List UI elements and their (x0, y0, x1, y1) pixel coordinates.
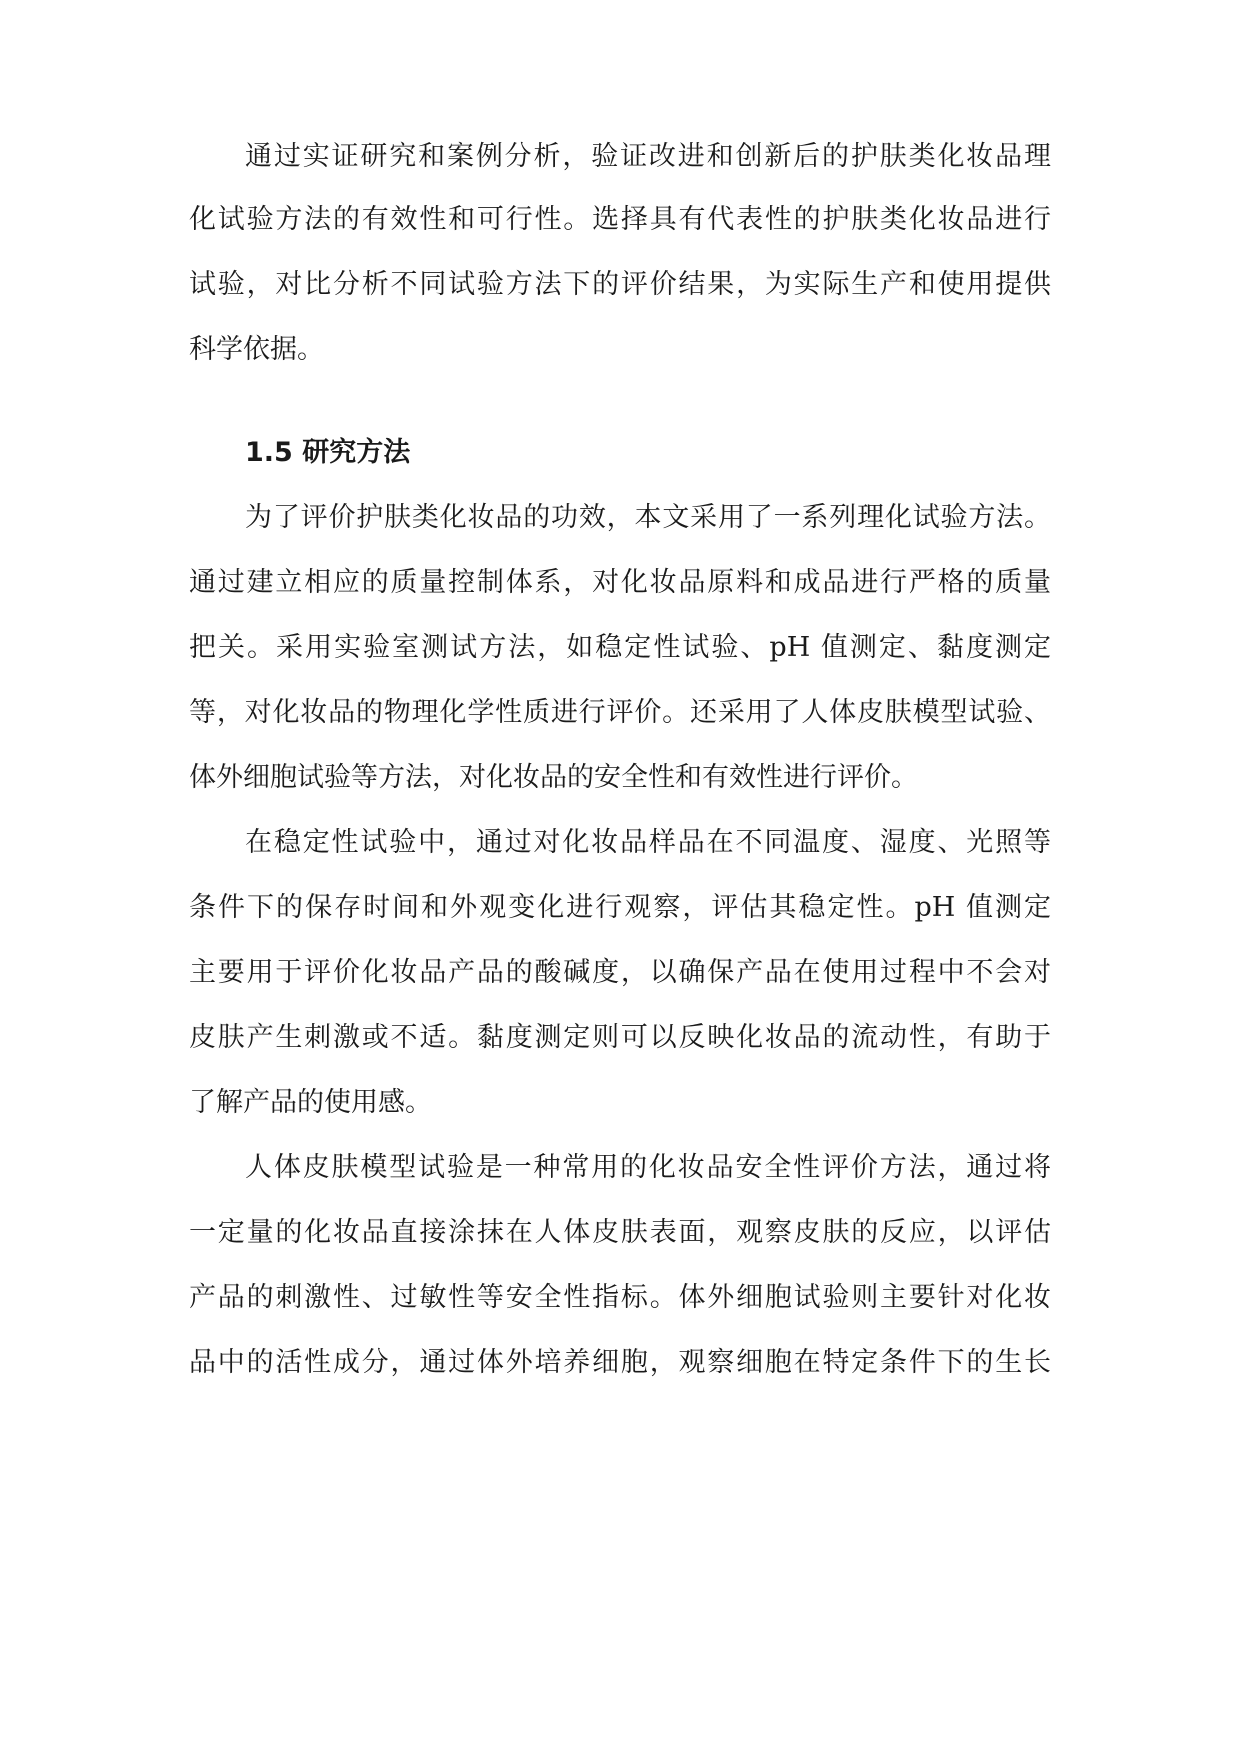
paragraph3-line-4: 皮肤产生刺激或不适。黏度测定则可以反映化妆品的流动性，有助于 (189, 1022, 1051, 1053)
paragraph1-line-4: 科学依据。 (189, 334, 324, 365)
section-heading: 1.5 研究方法 (245, 437, 411, 468)
paragraph4-line-3: 产品的刺激性、过敏性等安全性指标。体外细胞试验则主要针对化妆 (189, 1282, 1051, 1313)
paragraph2-line-3: 把关。采用实验室测试方法，如稳定性试验、pH 值测定、黏度测定 (189, 632, 1051, 663)
paragraph3-line-1: 在稳定性试验中，通过对化妆品样品在不同温度、湿度、光照等 (245, 827, 1051, 858)
paragraph2-line-5: 体外细胞试验等方法，对化妆品的安全性和有效性进行评价。 (189, 762, 918, 793)
paragraph3-line-5: 了解产品的使用感。 (189, 1087, 432, 1118)
paragraph4-line-1: 人体皮肤模型试验是一种常用的化妆品安全性评价方法，通过将 (245, 1152, 1051, 1183)
paragraph1-line-2: 化试验方法的有效性和可行性。选择具有代表性的护肤类化妆品进行 (189, 204, 1051, 235)
paragraph2-line-4: 等，对化妆品的物理化学性质进行评价。还采用了人体皮肤模型试验、 (189, 697, 1051, 728)
paragraph2-line-2: 通过建立相应的质量控制体系，对化妆品原料和成品进行严格的质量 (189, 567, 1051, 598)
paragraph1-line-3: 试验，对比分析不同试验方法下的评价结果，为实际生产和使用提供 (189, 269, 1051, 300)
paragraph3-line-3: 主要用于评价化妆品产品的酸碱度，以确保产品在使用过程中不会对 (189, 957, 1051, 988)
paragraph4-line-2: 一定量的化妆品直接涂抹在人体皮肤表面，观察皮肤的反应，以评估 (189, 1217, 1051, 1248)
paragraph2-line-1: 为了评价护肤类化妆品的功效，本文采用了一系列理化试验方法。 (245, 502, 1051, 533)
paragraph4-line-4: 品中的活性成分，通过体外培养细胞，观察细胞在特定条件下的生长 (189, 1347, 1051, 1378)
paragraph3-line-2: 条件下的保存时间和外观变化进行观察，评估其稳定性。pH 值测定 (189, 892, 1051, 923)
paragraph1-line-1: 通过实证研究和案例分析，验证改进和创新后的护肤类化妆品理 (245, 141, 1051, 172)
